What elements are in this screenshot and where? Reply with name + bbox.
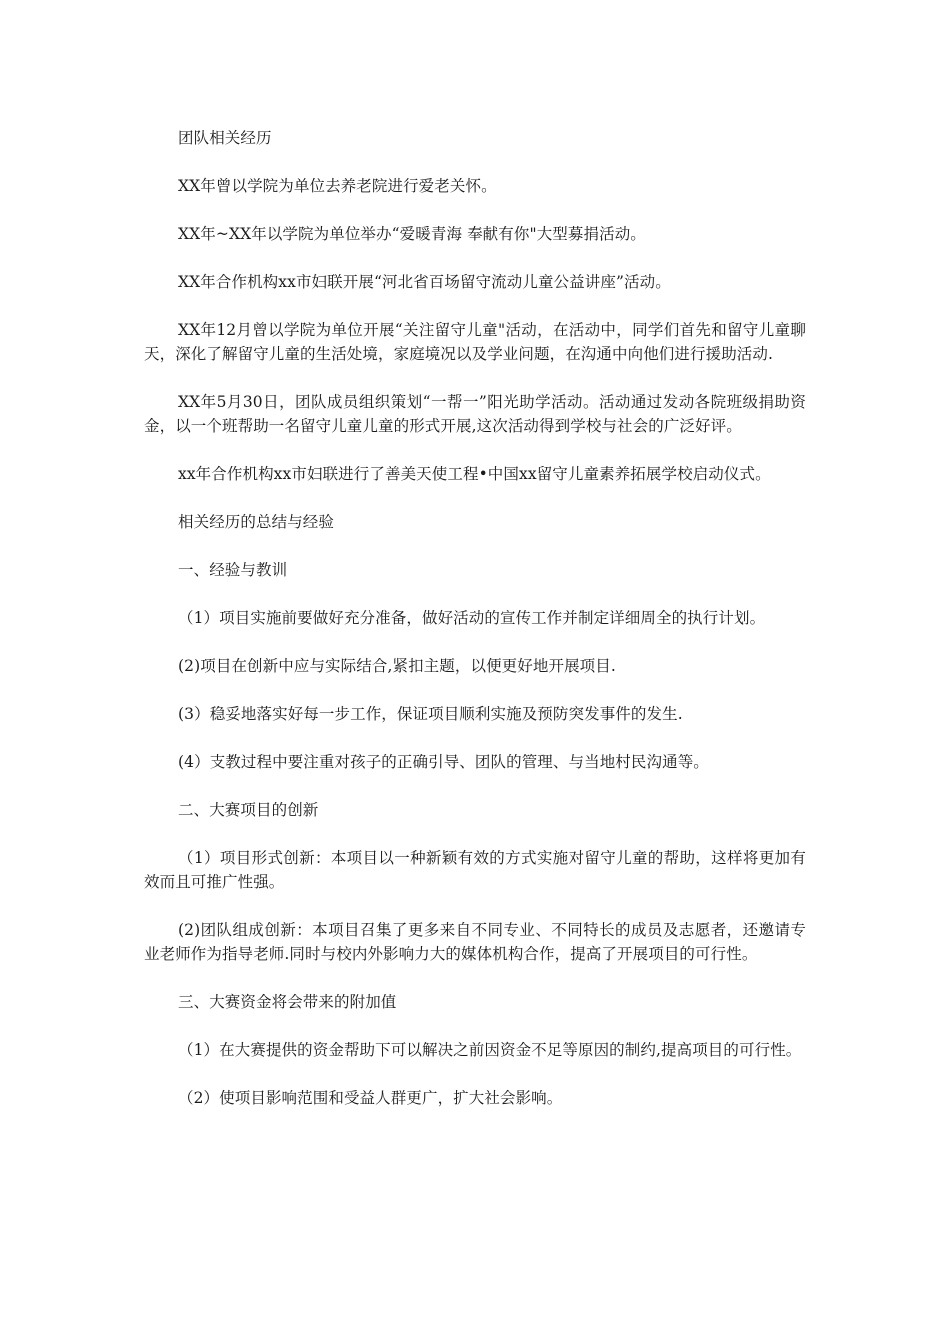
added-value-item: （1）在大赛提供的资金帮助下可以解决之前因资金不足等原因的制约,提高项目的可行性。 (178, 1041, 802, 1059)
subsection-heading-innovation: 二、大赛项目的创新 (178, 801, 319, 819)
added-value-item: （2）使项目影响范围和受益人群更广，扩大社会影响。 (178, 1089, 563, 1107)
section-heading-team-experience: 团队相关经历 (178, 129, 272, 147)
section-heading-summary: 相关经历的总结与经验 (178, 513, 335, 531)
experience-paragraph: XX年曾以学院为单位去养老院进行爱老关怀。 (178, 177, 497, 195)
lesson-item: (2)项目在创新中应与实际结合,紧扣主题，以便更好地开展项目. (178, 657, 616, 675)
innovation-item: (2)团队组成创新：本项目召集了更多来自不同专业、不同特长的成员及志愿者，还邀请专业老师作为指导老师.同时与校内外影响力大的媒体机构合作，提高了开展项目的可行性。 (144, 921, 806, 963)
lesson-item: (3）稳妥地落实好每一步工作，保证项目顺利实施及预防突发事件的发生. (178, 705, 683, 723)
document-body (144, 126, 806, 1134)
experience-paragraph: XX年5月30日，团队成员组织策划“一帮一”阳光助学活动。活动通过发动各院班级捐助资金，以一个班帮助一名留守儿童儿童的形式开展,这次活动得到学校与社会的广泛好评。 (144, 393, 806, 435)
subsection-heading-lessons: 一、经验与教训 (178, 561, 288, 579)
experience-paragraph: XX年12月曾以学院为单位开展“关注留守儿童"活动，在活动中，同学们首先和留守儿童聊天，深化了解留守儿童的生活处境，家庭境况以及学业问题，在沟通中向他们进行援助活动. (144, 321, 806, 363)
lesson-item: (4）支教过程中要注重对孩子的正确引导、团队的管理、与当地村民沟通等。 (178, 753, 709, 771)
experience-paragraph: xx年合作机构xx市妇联进行了善美天使工程•中国xx留守儿童素养拓展学校启动仪式。 (178, 465, 771, 483)
innovation-item: （1）项目形式创新：本项目以一种新颖有效的方式实施对留守儿童的帮助，这样将更加有效而且可推广性强。 (144, 849, 806, 891)
experience-paragraph: XX年合作机构xx市妇联开展“河北省百场留守流动儿童公益讲座”活动。 (178, 273, 671, 291)
subsection-heading-added-value: 三、大赛资金将会带来的附加值 (178, 993, 397, 1011)
experience-paragraph: XX年~XX年以学院为单位举办“爱暖青海 奉献有你"大型募捐活动。 (178, 225, 646, 243)
lesson-item: （1）项目实施前要做好充分准备，做好活动的宣传工作并制定详细周全的执行计划。 (178, 609, 766, 627)
